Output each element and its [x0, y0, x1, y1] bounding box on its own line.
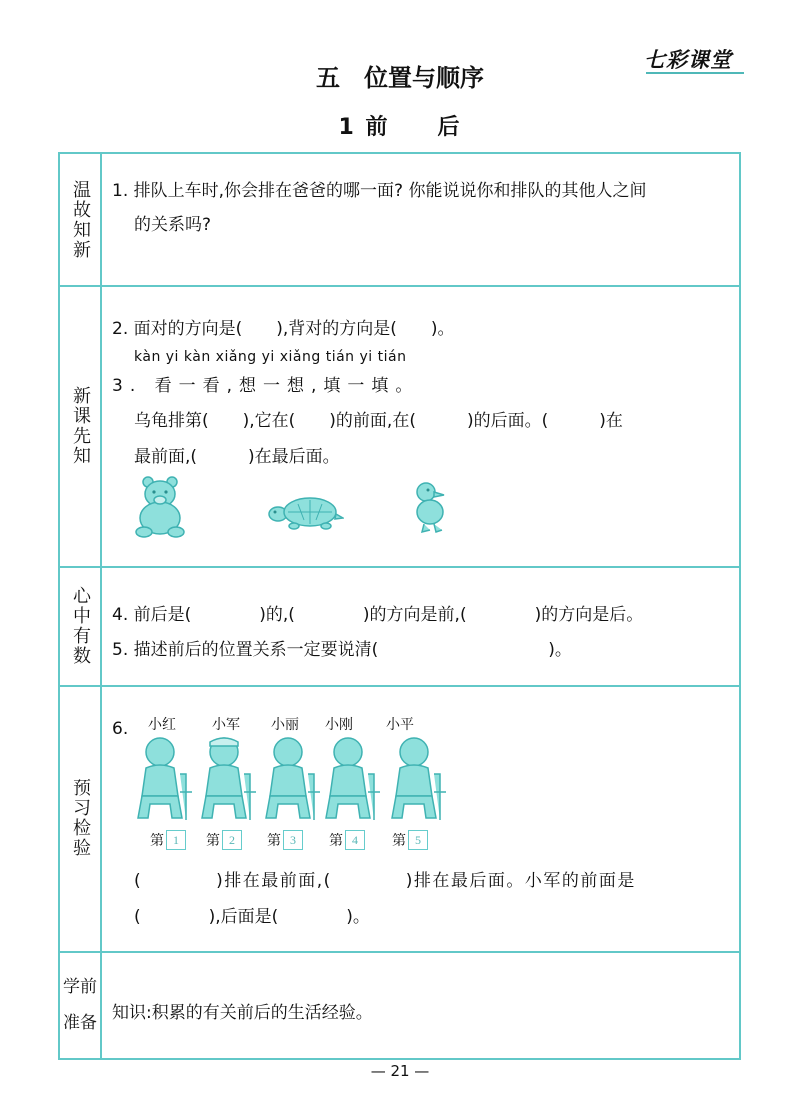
worksheet-table [58, 152, 741, 1060]
duck-illustration [410, 480, 450, 534]
kid-name: 小红 [148, 717, 176, 733]
kid-name: 小刚 [325, 717, 353, 733]
section-label-key: 心中有数 [70, 585, 91, 666]
ordinal-label: 第 1 [150, 830, 186, 850]
question-3-line-2: 最前面,( )在最后面。 [134, 447, 340, 467]
ordinal-label: 第 3 [267, 830, 303, 850]
question-1-line-1: 1. 排队上车时,你会排在爸爸的哪一面? 你能说说你和排队的其他人之间 [112, 181, 647, 201]
question-3-title: 3. 看一看,想一想,填一填。 [112, 376, 420, 396]
kid-name: 小平 [386, 717, 414, 733]
question-3-pinyin: kàn yi kàn xiǎng yi xiǎng tián yi tián [134, 349, 407, 365]
prep-knowledge: 知识:积累的有关前后的生活经验。 [112, 1003, 373, 1023]
divider [60, 285, 739, 287]
section-label-preview: 新课先知 [70, 385, 91, 466]
question-6-answer-line-2: ( ),后面是( )。 [134, 907, 370, 927]
divider [60, 566, 739, 568]
question-3-line-1: 乌龟排第( ),它在( )的前面,在( )的后面。( )在 [134, 411, 623, 431]
kid-name: 小军 [212, 717, 240, 733]
ordinal-number: 5 [408, 830, 428, 850]
kid-name: 小丽 [271, 717, 299, 733]
ordinal-label: 第 5 [392, 830, 428, 850]
lesson-title: 1 前 后 [338, 115, 462, 140]
divider [60, 685, 739, 687]
ordinal-label: 第 4 [329, 830, 365, 850]
ordinal-number: 1 [166, 830, 186, 850]
question-4: 4. 前后是( )的,( )的方向是前,( )的方向是后。 [112, 605, 644, 625]
ordinal-number: 2 [222, 830, 242, 850]
ordinal-label: 第 2 [206, 830, 242, 850]
unit-title: 五 位置与顺序 [316, 64, 484, 92]
section-label-review: 温故知新 [70, 179, 91, 260]
turtle-illustration [268, 492, 344, 532]
ordinal-number: 3 [283, 830, 303, 850]
divider [60, 951, 739, 953]
question-6-number: 6. [112, 719, 129, 739]
section-label-prep: 学前 准备 [63, 976, 97, 1033]
bear-illustration [130, 474, 194, 538]
question-6-answer-line-1: ( )排在最前面,( )排在最后面。小军的前面是 [134, 871, 636, 891]
page-number: — 21 — [370, 1062, 430, 1080]
question-2: 2. 面对的方向是( ),背对的方向是( )。 [112, 319, 455, 339]
children-seated-illustration [132, 734, 452, 824]
section-label-check: 预习检验 [70, 778, 91, 858]
brand-text: 七彩课堂 [644, 47, 732, 72]
question-1-line-2: 的关系吗? [134, 215, 212, 235]
ordinal-number: 4 [345, 830, 365, 850]
question-5: 5. 描述前后的位置关系一定要说清( )。 [112, 640, 572, 660]
